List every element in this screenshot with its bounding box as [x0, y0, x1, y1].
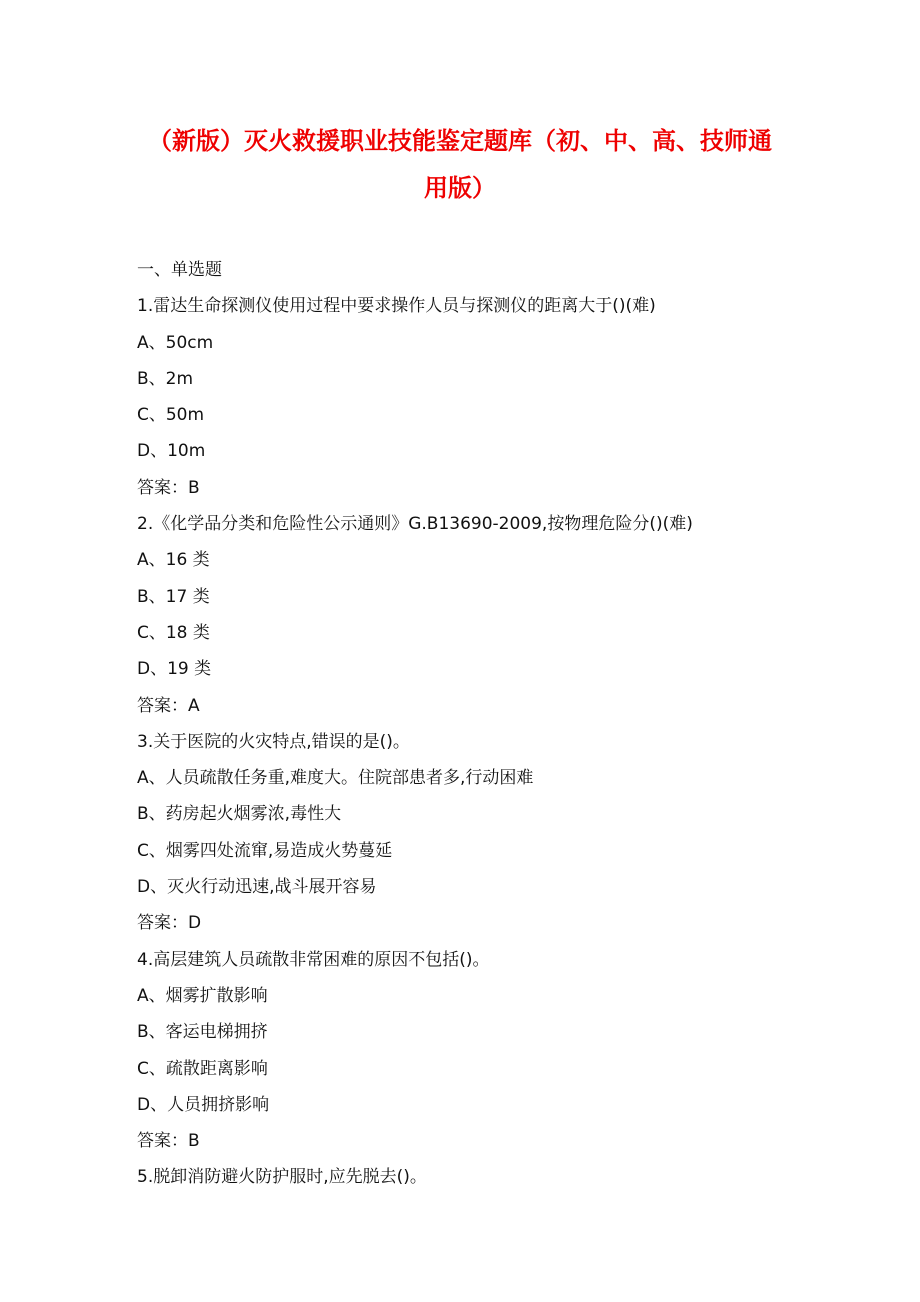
option-c: C、18 类	[137, 622, 210, 643]
answer: 答案：D	[137, 913, 202, 934]
option-a: A、人员疏散任务重,难度大。住院部患者多,行动困难	[137, 768, 534, 789]
option-a: A、烟雾扩散影响	[137, 985, 268, 1006]
question-stem: 5.脱卸消防避火防护服时,应先脱去()。	[137, 1167, 427, 1188]
option-c: C、烟雾四处流窜,易造成火势蔓延	[137, 840, 393, 861]
option-b: B、2m	[137, 368, 194, 389]
title-line-2: 用版）	[424, 174, 496, 202]
document-title	[120, 118, 800, 212]
question-stem: 3.关于医院的火灾特点,错误的是()。	[137, 731, 410, 752]
option-b: B、17 类	[137, 586, 210, 607]
option-d: D、人员拥挤影响	[137, 1094, 270, 1115]
option-d: D、10m	[137, 441, 206, 462]
section-heading: 一、单选题	[137, 260, 222, 280]
question-stem: 1.雷达生命探测仪使用过程中要求操作人员与探测仪的距离大于()(难)	[137, 296, 656, 317]
option-d: D、19 类	[137, 659, 212, 680]
option-d: D、灭火行动迅速,战斗展开容易	[137, 877, 377, 898]
answer: 答案：A	[137, 695, 200, 716]
question-stem: 4.高层建筑人员疏散非常困难的原因不包括()。	[137, 949, 490, 970]
question-list	[137, 252, 837, 1196]
option-a: A、50cm	[137, 332, 214, 353]
option-c: C、50m	[137, 405, 205, 426]
option-a: A、16 类	[137, 550, 210, 571]
question-stem: 2.《化学品分类和危险性公示通则》G.B13690-2009,按物理危险分()(难)	[137, 514, 693, 535]
answer: 答案：B	[137, 477, 200, 498]
title-line-1: （新版）灭火救援职业技能鉴定题库（初、中、高、技师通	[148, 127, 772, 155]
option-b: B、客运电梯拥挤	[137, 1022, 268, 1043]
option-b: B、药房起火烟雾浓,毒性大	[137, 804, 342, 825]
option-c: C、疏散距离影响	[137, 1058, 268, 1079]
answer: 答案：B	[137, 1131, 200, 1152]
